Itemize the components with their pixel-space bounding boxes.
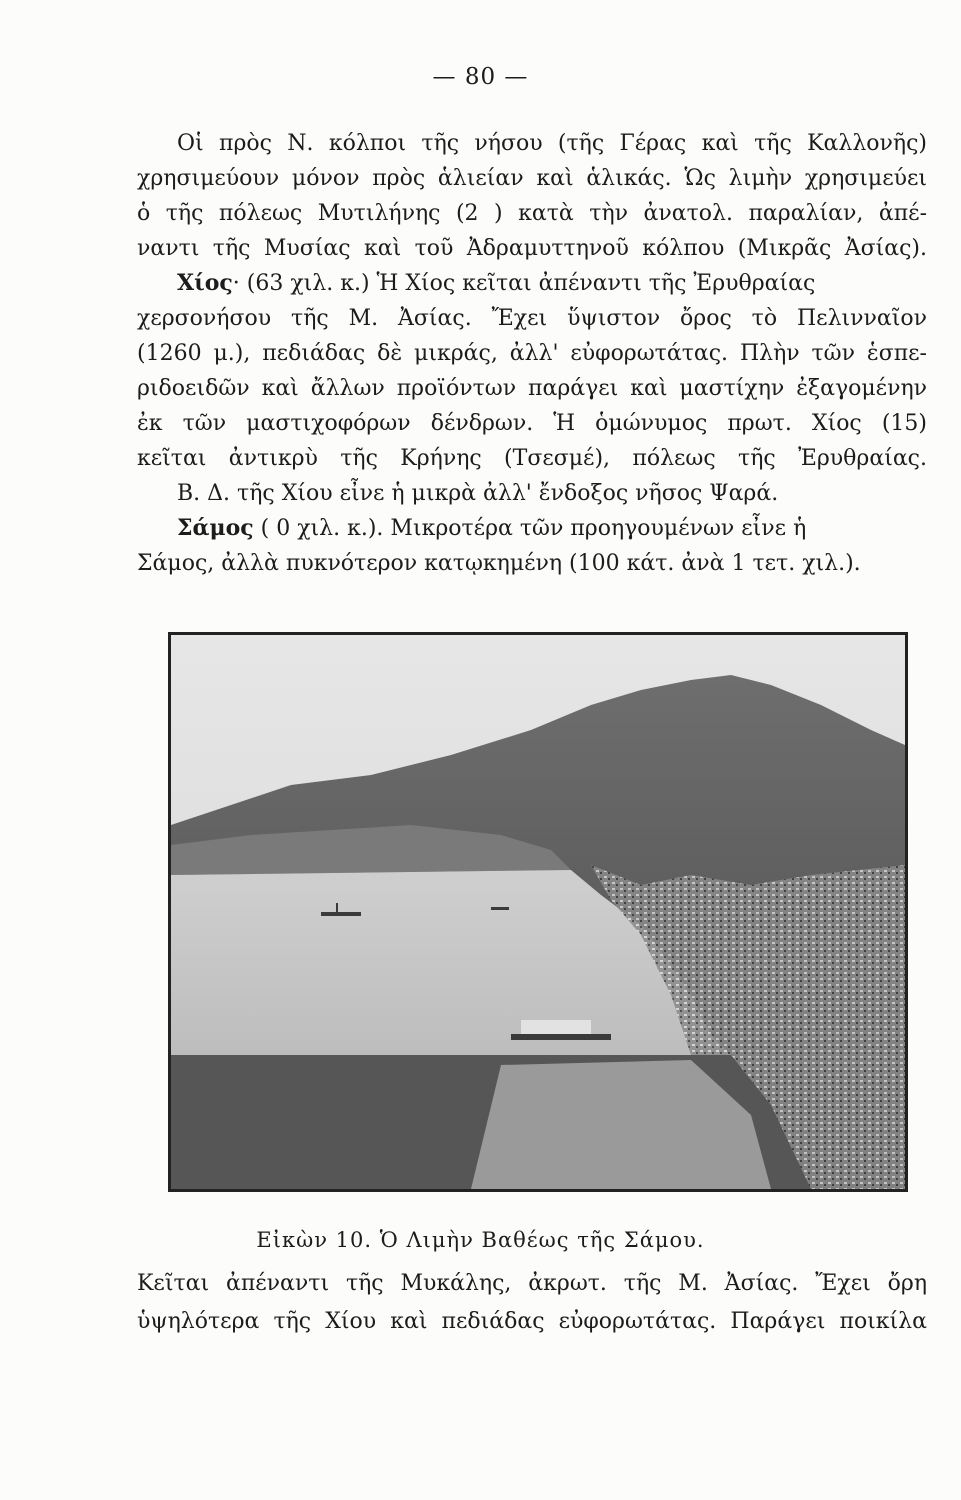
ship-mast [336, 903, 338, 912]
text-line: Οἱ πρὸς Ν. κόλποι τῆς νήσου (τῆς Γέρας καὶ τῆς Καλλονῆς) [177, 131, 927, 156]
text-line: (1260 μ.), πεδιάδας δὲ μικράς, ἀλλ' εὐφορωτάτας. Πλὴν τῶν ἑσπε- [137, 341, 927, 366]
text-line: ριδοειδῶν καὶ ἄλλων προϊόντων παράγει καὶ μαστίχην ἐξαγομένην [137, 376, 927, 401]
text-line: χρησιμεύουν μόνον πρὸς ἁλιείαν καὶ ἁλικάς. Ὡς λιμὴν χρησιμεύει [137, 166, 927, 191]
harbor-photograph [168, 632, 908, 1192]
text-line [137, 511, 927, 546]
figure-caption: Εἰκὼν 10. Ὁ Λιμὴν Βαθέως τῆς Σάμου. [256, 1228, 705, 1252]
text-line: κεῖται ἀντικρὺ τῆς Κρήνης (Τσεσμέ), πόλεως τῆς Ἐρυθραίας. [137, 446, 927, 471]
text-line: Β. Δ. τῆς Χίου εἶνε ἡ μικρὰ ἀλλ' ἔνδοξος νῆσος Ψαρά. [177, 481, 779, 506]
text-line: ἐκ τῶν μαστιχοφόρων δένδρων. Ἡ ὁμώνυμος πρωτ. Χίος (15) [137, 411, 927, 436]
section-heading-chios: Χίος [177, 270, 233, 296]
ship-hull [321, 912, 361, 916]
text-fragment: · (63 χιλ. κ.) Ἡ Χίος κεῖται ἀπέναντι τῆς Ἐρυθραίας [232, 271, 816, 296]
text-line: ὑψηλότερα τῆς Χίου καὶ πεδιάδας εὐφορωτάτας. Παράγει ποικίλα [137, 1309, 927, 1334]
text-fragment: ( 0 χιλ. κ.). Μικροτέρα τῶν προηγουμένων εἶνε ἡ [253, 516, 807, 541]
section-heading-samos: Σάμος [177, 515, 254, 541]
text-line: ναντι τῆς Μυσίας καὶ τοῦ Ἀδραμυττηνοῦ κόλπου (Μικρᾶς Ἀσίας). [137, 236, 927, 261]
small-boat [491, 907, 509, 910]
harbor-photo-illustration [171, 635, 905, 1189]
continuation-text [137, 1265, 927, 1341]
text-line: χερσονήσου τῆς Μ. Ἀσίας. Ἔχει ὕψιστον ὄρος τὸ Πελινναῖον [137, 306, 927, 331]
text-line: ὁ τῆς πόλεως Μυτιλήνης (2 ) κατὰ τὴν ἀνατολ. παραλίαν, ἀπέ- [137, 201, 927, 226]
harbor-building [521, 1020, 591, 1034]
text-line [137, 266, 927, 301]
harbor-quay [511, 1034, 611, 1040]
page-number: — 80 — [432, 64, 529, 90]
text-line: Κεῖται ἀπέναντι τῆς Μυκάλης, ἀκρωτ. τῆς Μ. Ἀσίας. Ἔχει ὄρη [137, 1271, 927, 1296]
main-text [137, 126, 927, 581]
text-line: Σάμος, ἀλλὰ πυκνότερον κατῳκημένη (100 κάτ. ἀνὰ 1 τετ. χιλ.). [137, 551, 861, 576]
